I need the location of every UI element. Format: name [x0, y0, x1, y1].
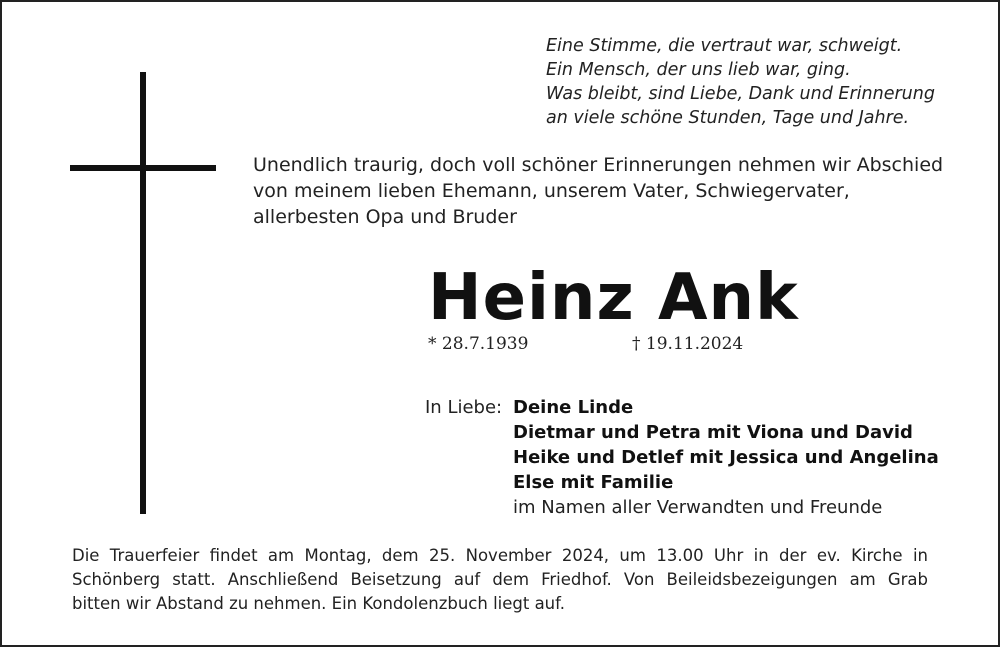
mourner-name: Dietmar und Petra mit Viona und David: [513, 422, 913, 443]
mourners-list: [513, 395, 939, 520]
mourner-name: Deine Linde: [513, 397, 634, 418]
mourner-name: Else mit Familie: [513, 472, 674, 493]
intro-text: [253, 152, 943, 230]
mourners-label: In Liebe:: [425, 397, 503, 418]
footer-line: Die Trauerfeier findet am Montag, dem 25. November 2024, um 13.00 Uhr in der ev. Kirche in: [72, 546, 928, 565]
intro-line: von meinem lieben Ehemann, unserem Vater, Schwiegervater,: [253, 180, 850, 202]
poem-line: an viele schöne Stunden, Tage und Jahre.: [546, 108, 910, 128]
birth-date: * 28.7.1939: [428, 334, 529, 354]
cross-icon-horizontal-bar: [70, 165, 216, 171]
intro-line: Unendlich traurig, doch voll schöner Erinnerungen nehmen wir Abschied: [253, 154, 944, 176]
poem: [546, 34, 935, 130]
funeral-notice: [72, 544, 928, 616]
poem-line: Eine Stimme, die vertraut war, schweigt.: [546, 36, 903, 56]
footer-line: bitten wir Abstand zu nehmen. Ein Kondolenzbuch liegt auf.: [72, 594, 565, 613]
deceased-name: Heinz Ank: [428, 261, 799, 335]
death-date: † 19.11.2024: [632, 334, 744, 354]
poem-line: Was bleibt, sind Liebe, Dank und Erinnerung: [546, 84, 935, 104]
footer-line: Schönberg statt. Anschließend Beisetzung auf dem Friedhof. Von Beileidsbezeigungen am Grab: [72, 570, 928, 589]
mourner-name: Heike und Detlef mit Jessica und Angelina: [513, 447, 939, 468]
poem-line: Ein Mensch, der uns lieb war, ging.: [546, 60, 851, 80]
mourners-closing: im Namen aller Verwandten und Freunde: [513, 497, 883, 518]
intro-line: allerbesten Opa und Bruder: [253, 206, 517, 228]
cross-icon-vertical-bar: [140, 72, 146, 514]
